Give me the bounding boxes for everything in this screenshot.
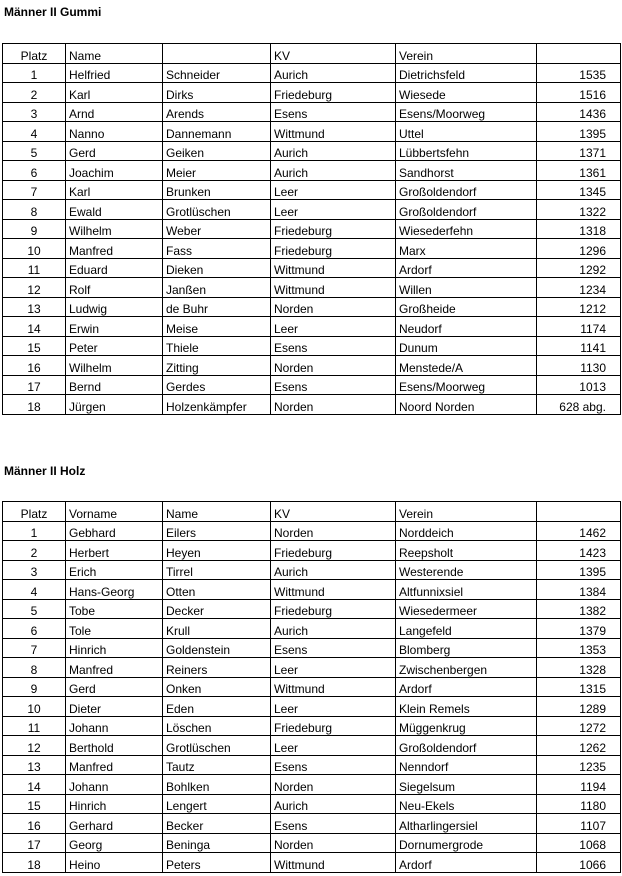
table-row xyxy=(3,200,621,220)
cell-last-name: Löschen xyxy=(163,716,271,736)
cell-score: 1296 xyxy=(537,239,621,259)
cell-first-name: Manfred xyxy=(66,239,163,259)
cell-kv: Aurich xyxy=(271,63,396,83)
cell-club: Esens/Moorweg xyxy=(396,375,537,395)
cell-last-name: Holzenkämpfer xyxy=(163,395,271,415)
cell-score: 1272 xyxy=(537,716,621,736)
cell-score: 1382 xyxy=(537,599,621,619)
table-row xyxy=(3,755,621,775)
cell-last-name: Schneider xyxy=(163,63,271,83)
cell-first-name: Eduard xyxy=(66,258,163,278)
cell-score: 1068 xyxy=(537,833,621,853)
cell-kv: Leer xyxy=(271,736,396,756)
cell-place: 3 xyxy=(3,102,66,122)
table-row xyxy=(3,677,621,697)
cell-last-name: Geiken xyxy=(163,141,271,161)
table-row xyxy=(3,141,621,161)
cell-place: 13 xyxy=(3,755,66,775)
cell-club: Wiesedermeer xyxy=(396,599,537,619)
table-row xyxy=(3,736,621,756)
cell-place: 9 xyxy=(3,677,66,697)
table-row xyxy=(3,297,621,317)
cell-kv: Norden xyxy=(271,833,396,853)
results-table-holz xyxy=(2,501,621,873)
cell-first-name: Jürgen xyxy=(66,395,163,415)
cell-score: 1066 xyxy=(537,853,621,873)
cell-last-name: Dieken xyxy=(163,258,271,278)
cell-kv: Esens xyxy=(271,638,396,658)
cell-first-name: Erwin xyxy=(66,317,163,337)
column-header-last-name xyxy=(163,44,271,64)
results-table-gummi xyxy=(2,43,621,415)
cell-place: 16 xyxy=(3,814,66,834)
cell-score: 1262 xyxy=(537,736,621,756)
table-row xyxy=(3,794,621,814)
table-row xyxy=(3,102,621,122)
cell-first-name: Manfred xyxy=(66,755,163,775)
cell-first-name: Arnd xyxy=(66,102,163,122)
table-row xyxy=(3,180,621,200)
cell-club: Menstede/A xyxy=(396,356,537,376)
column-header-score xyxy=(537,44,621,64)
cell-club: Klein Remels xyxy=(396,697,537,717)
cell-place: 6 xyxy=(3,161,66,181)
cell-place: 12 xyxy=(3,278,66,298)
cell-club: Uttel xyxy=(396,122,537,142)
cell-first-name: Bernd xyxy=(66,375,163,395)
cell-first-name: Nanno xyxy=(66,122,163,142)
cell-first-name: Erich xyxy=(66,560,163,580)
cell-club: Neu-Ekels xyxy=(396,794,537,814)
cell-kv: Leer xyxy=(271,658,396,678)
cell-score: 1371 xyxy=(537,141,621,161)
cell-first-name: Wilhelm xyxy=(66,219,163,239)
cell-score: 1516 xyxy=(537,83,621,103)
column-header-first-name: Name xyxy=(66,44,163,64)
cell-kv: Wittmund xyxy=(271,580,396,600)
cell-place: 1 xyxy=(3,521,66,541)
cell-last-name: Tautz xyxy=(163,755,271,775)
cell-club: Altharlingersiel xyxy=(396,814,537,834)
cell-club: Dietrichsfeld xyxy=(396,63,537,83)
cell-last-name: Grotlüschen xyxy=(163,736,271,756)
cell-first-name: Johann xyxy=(66,716,163,736)
cell-kv: Esens xyxy=(271,814,396,834)
table-row xyxy=(3,853,621,873)
cell-score: 1174 xyxy=(537,317,621,337)
cell-kv: Aurich xyxy=(271,619,396,639)
cell-kv: Esens xyxy=(271,375,396,395)
cell-last-name: Janßen xyxy=(163,278,271,298)
cell-place: 7 xyxy=(3,180,66,200)
column-header-last-name: Name xyxy=(163,502,271,522)
column-header-place: Platz xyxy=(3,502,66,522)
cell-score: 1315 xyxy=(537,677,621,697)
cell-score: 1395 xyxy=(537,122,621,142)
cell-kv: Friedeburg xyxy=(271,599,396,619)
cell-kv: Leer xyxy=(271,697,396,717)
cell-kv: Aurich xyxy=(271,141,396,161)
cell-club: Großheide xyxy=(396,297,537,317)
cell-last-name: Dirks xyxy=(163,83,271,103)
cell-first-name: Ludwig xyxy=(66,297,163,317)
cell-last-name: Zitting xyxy=(163,356,271,376)
cell-kv: Leer xyxy=(271,200,396,220)
cell-club: Lübbertsfehn xyxy=(396,141,537,161)
cell-place: 12 xyxy=(3,736,66,756)
cell-last-name: Thiele xyxy=(163,336,271,356)
cell-last-name: Fass xyxy=(163,239,271,259)
cell-place: 14 xyxy=(3,775,66,795)
cell-place: 11 xyxy=(3,716,66,736)
cell-place: 1 xyxy=(3,63,66,83)
cell-first-name: Wilhelm xyxy=(66,356,163,376)
cell-first-name: Heino xyxy=(66,853,163,873)
cell-score: 1141 xyxy=(537,336,621,356)
table-row xyxy=(3,122,621,142)
table-row xyxy=(3,219,621,239)
column-header-club: Verein xyxy=(396,44,537,64)
cell-kv: Friedeburg xyxy=(271,716,396,736)
cell-kv: Norden xyxy=(271,775,396,795)
cell-score: 1318 xyxy=(537,219,621,239)
table-row xyxy=(3,541,621,561)
cell-place: 14 xyxy=(3,317,66,337)
cell-first-name: Karl xyxy=(66,180,163,200)
table-row xyxy=(3,317,621,337)
cell-club: Altfunnixsiel xyxy=(396,580,537,600)
cell-place: 4 xyxy=(3,122,66,142)
cell-club: Dunum xyxy=(396,336,537,356)
cell-place: 3 xyxy=(3,560,66,580)
table-row xyxy=(3,697,621,717)
cell-last-name: Heyen xyxy=(163,541,271,561)
cell-kv: Esens xyxy=(271,102,396,122)
cell-last-name: Dannemann xyxy=(163,122,271,142)
cell-last-name: Goldenstein xyxy=(163,638,271,658)
cell-club: Großoldendorf xyxy=(396,180,537,200)
cell-first-name: Helfried xyxy=(66,63,163,83)
cell-last-name: Meier xyxy=(163,161,271,181)
cell-first-name: Tole xyxy=(66,619,163,639)
table-row xyxy=(3,638,621,658)
cell-last-name: Eilers xyxy=(163,521,271,541)
column-header-place: Platz xyxy=(3,44,66,64)
cell-place: 17 xyxy=(3,375,66,395)
cell-club: Willen xyxy=(396,278,537,298)
cell-first-name: Dieter xyxy=(66,697,163,717)
cell-club: Reepsholt xyxy=(396,541,537,561)
cell-score: 1212 xyxy=(537,297,621,317)
cell-score: 1289 xyxy=(537,697,621,717)
cell-place: 9 xyxy=(3,219,66,239)
table-row xyxy=(3,775,621,795)
table-row xyxy=(3,658,621,678)
cell-first-name: Peter xyxy=(66,336,163,356)
cell-kv: Wittmund xyxy=(271,853,396,873)
cell-club: Zwischenbergen xyxy=(396,658,537,678)
cell-club: Westerende xyxy=(396,560,537,580)
cell-score: 1353 xyxy=(537,638,621,658)
cell-first-name: Gerd xyxy=(66,141,163,161)
column-header-club: Verein xyxy=(396,502,537,522)
cell-last-name: Gerdes xyxy=(163,375,271,395)
cell-kv: Leer xyxy=(271,317,396,337)
cell-club: Ardorf xyxy=(396,258,537,278)
cell-score: 1423 xyxy=(537,541,621,561)
column-header-score xyxy=(537,502,621,522)
cell-club: Esens/Moorweg xyxy=(396,102,537,122)
cell-kv: Wittmund xyxy=(271,122,396,142)
cell-club: Müggenkrug xyxy=(396,716,537,736)
cell-score: 1361 xyxy=(537,161,621,181)
cell-kv: Esens xyxy=(271,336,396,356)
cell-first-name: Georg xyxy=(66,833,163,853)
cell-first-name: Manfred xyxy=(66,658,163,678)
table-row xyxy=(3,63,621,83)
cell-last-name: Beninga xyxy=(163,833,271,853)
cell-place: 16 xyxy=(3,356,66,376)
table-row xyxy=(3,395,621,415)
section-title-gummi: Männer II Gummi xyxy=(4,5,102,19)
table-row xyxy=(3,161,621,181)
cell-club: Norddeich xyxy=(396,521,537,541)
cell-club: Marx xyxy=(396,239,537,259)
cell-kv: Friedeburg xyxy=(271,219,396,239)
cell-last-name: Arends xyxy=(163,102,271,122)
cell-place: 7 xyxy=(3,638,66,658)
cell-last-name: Grotlüschen xyxy=(163,200,271,220)
cell-score: 1194 xyxy=(537,775,621,795)
cell-club: Nenndorf xyxy=(396,755,537,775)
cell-club: Noord Norden xyxy=(396,395,537,415)
cell-place: 8 xyxy=(3,658,66,678)
table-row xyxy=(3,716,621,736)
cell-last-name: Lengert xyxy=(163,794,271,814)
cell-score: 1535 xyxy=(537,63,621,83)
column-header-first-name: Vorname xyxy=(66,502,163,522)
cell-kv: Norden xyxy=(271,297,396,317)
cell-place: 17 xyxy=(3,833,66,853)
cell-first-name: Berthold xyxy=(66,736,163,756)
table-row xyxy=(3,258,621,278)
table-row xyxy=(3,560,621,580)
cell-kv: Leer xyxy=(271,180,396,200)
table-row xyxy=(3,599,621,619)
table-row xyxy=(3,814,621,834)
cell-club: Ardorf xyxy=(396,677,537,697)
cell-place: 15 xyxy=(3,794,66,814)
cell-place: 18 xyxy=(3,853,66,873)
table-row xyxy=(3,619,621,639)
cell-last-name: Weber xyxy=(163,219,271,239)
cell-place: 4 xyxy=(3,580,66,600)
cell-kv: Wittmund xyxy=(271,677,396,697)
cell-score: 1436 xyxy=(537,102,621,122)
cell-kv: Norden xyxy=(271,356,396,376)
cell-score: 1345 xyxy=(537,180,621,200)
cell-score: 1462 xyxy=(537,521,621,541)
cell-last-name: Onken xyxy=(163,677,271,697)
cell-club: Blomberg xyxy=(396,638,537,658)
cell-last-name: Eden xyxy=(163,697,271,717)
table-row xyxy=(3,521,621,541)
cell-last-name: Reiners xyxy=(163,658,271,678)
cell-score: 1292 xyxy=(537,258,621,278)
cell-first-name: Karl xyxy=(66,83,163,103)
cell-score: 1395 xyxy=(537,560,621,580)
cell-place: 6 xyxy=(3,619,66,639)
cell-last-name: Tirrel xyxy=(163,560,271,580)
cell-kv: Norden xyxy=(271,521,396,541)
cell-first-name: Hans-Georg xyxy=(66,580,163,600)
cell-score: 1235 xyxy=(537,755,621,775)
cell-score: 1013 xyxy=(537,375,621,395)
cell-kv: Aurich xyxy=(271,560,396,580)
cell-score: 1234 xyxy=(537,278,621,298)
column-header-kv: KV xyxy=(271,502,396,522)
cell-score: 1107 xyxy=(537,814,621,834)
cell-first-name: Hinrich xyxy=(66,638,163,658)
cell-last-name: Peters xyxy=(163,853,271,873)
cell-kv: Friedeburg xyxy=(271,83,396,103)
cell-last-name: Meise xyxy=(163,317,271,337)
cell-club: Siegelsum xyxy=(396,775,537,795)
cell-club: Großoldendorf xyxy=(396,200,537,220)
cell-first-name: Joachim xyxy=(66,161,163,181)
cell-kv: Esens xyxy=(271,755,396,775)
cell-first-name: Gerd xyxy=(66,677,163,697)
table-row xyxy=(3,833,621,853)
cell-score: 1379 xyxy=(537,619,621,639)
cell-score: 1130 xyxy=(537,356,621,376)
cell-last-name: Becker xyxy=(163,814,271,834)
cell-score: 1180 xyxy=(537,794,621,814)
cell-first-name: Ewald xyxy=(66,200,163,220)
cell-first-name: Tobe xyxy=(66,599,163,619)
table-row xyxy=(3,239,621,259)
cell-last-name: Otten xyxy=(163,580,271,600)
cell-kv: Aurich xyxy=(271,794,396,814)
cell-first-name: Hinrich xyxy=(66,794,163,814)
table-row xyxy=(3,375,621,395)
cell-club: Dornumergrode xyxy=(396,833,537,853)
table-row xyxy=(3,336,621,356)
cell-club: Großoldendorf xyxy=(396,736,537,756)
table-row xyxy=(3,83,621,103)
cell-place: 13 xyxy=(3,297,66,317)
cell-score: 1328 xyxy=(537,658,621,678)
table-header-row xyxy=(3,502,621,522)
cell-kv: Wittmund xyxy=(271,278,396,298)
cell-kv: Wittmund xyxy=(271,258,396,278)
cell-kv: Aurich xyxy=(271,161,396,181)
table-row xyxy=(3,278,621,298)
cell-first-name: Rolf xyxy=(66,278,163,298)
cell-place: 5 xyxy=(3,599,66,619)
cell-score: 1322 xyxy=(537,200,621,220)
cell-club: Sandhorst xyxy=(396,161,537,181)
cell-place: 15 xyxy=(3,336,66,356)
cell-club: Ardorf xyxy=(396,853,537,873)
cell-place: 5 xyxy=(3,141,66,161)
cell-score: 1384 xyxy=(537,580,621,600)
table-header-row xyxy=(3,44,621,64)
cell-club: Langefeld xyxy=(396,619,537,639)
cell-place: 2 xyxy=(3,541,66,561)
cell-club: Neudorf xyxy=(396,317,537,337)
section-title-holz: Männer II Holz xyxy=(4,464,86,478)
cell-first-name: Herbert xyxy=(66,541,163,561)
cell-place: 11 xyxy=(3,258,66,278)
cell-first-name: Gerhard xyxy=(66,814,163,834)
table-row xyxy=(3,580,621,600)
cell-place: 10 xyxy=(3,239,66,259)
cell-place: 8 xyxy=(3,200,66,220)
cell-first-name: Gebhard xyxy=(66,521,163,541)
cell-place: 10 xyxy=(3,697,66,717)
cell-place: 18 xyxy=(3,395,66,415)
cell-score: 628 abg. xyxy=(537,395,621,415)
cell-first-name: Johann xyxy=(66,775,163,795)
column-header-kv: KV xyxy=(271,44,396,64)
table-row xyxy=(3,356,621,376)
cell-last-name: Krull xyxy=(163,619,271,639)
cell-kv: Friedeburg xyxy=(271,541,396,561)
cell-kv: Norden xyxy=(271,395,396,415)
cell-kv: Friedeburg xyxy=(271,239,396,259)
cell-club: Wiesederfehn xyxy=(396,219,537,239)
cell-last-name: Decker xyxy=(163,599,271,619)
cell-club: Wiesede xyxy=(396,83,537,103)
cell-place: 2 xyxy=(3,83,66,103)
cell-last-name: Bohlken xyxy=(163,775,271,795)
cell-last-name: de Buhr xyxy=(163,297,271,317)
cell-last-name: Brunken xyxy=(163,180,271,200)
